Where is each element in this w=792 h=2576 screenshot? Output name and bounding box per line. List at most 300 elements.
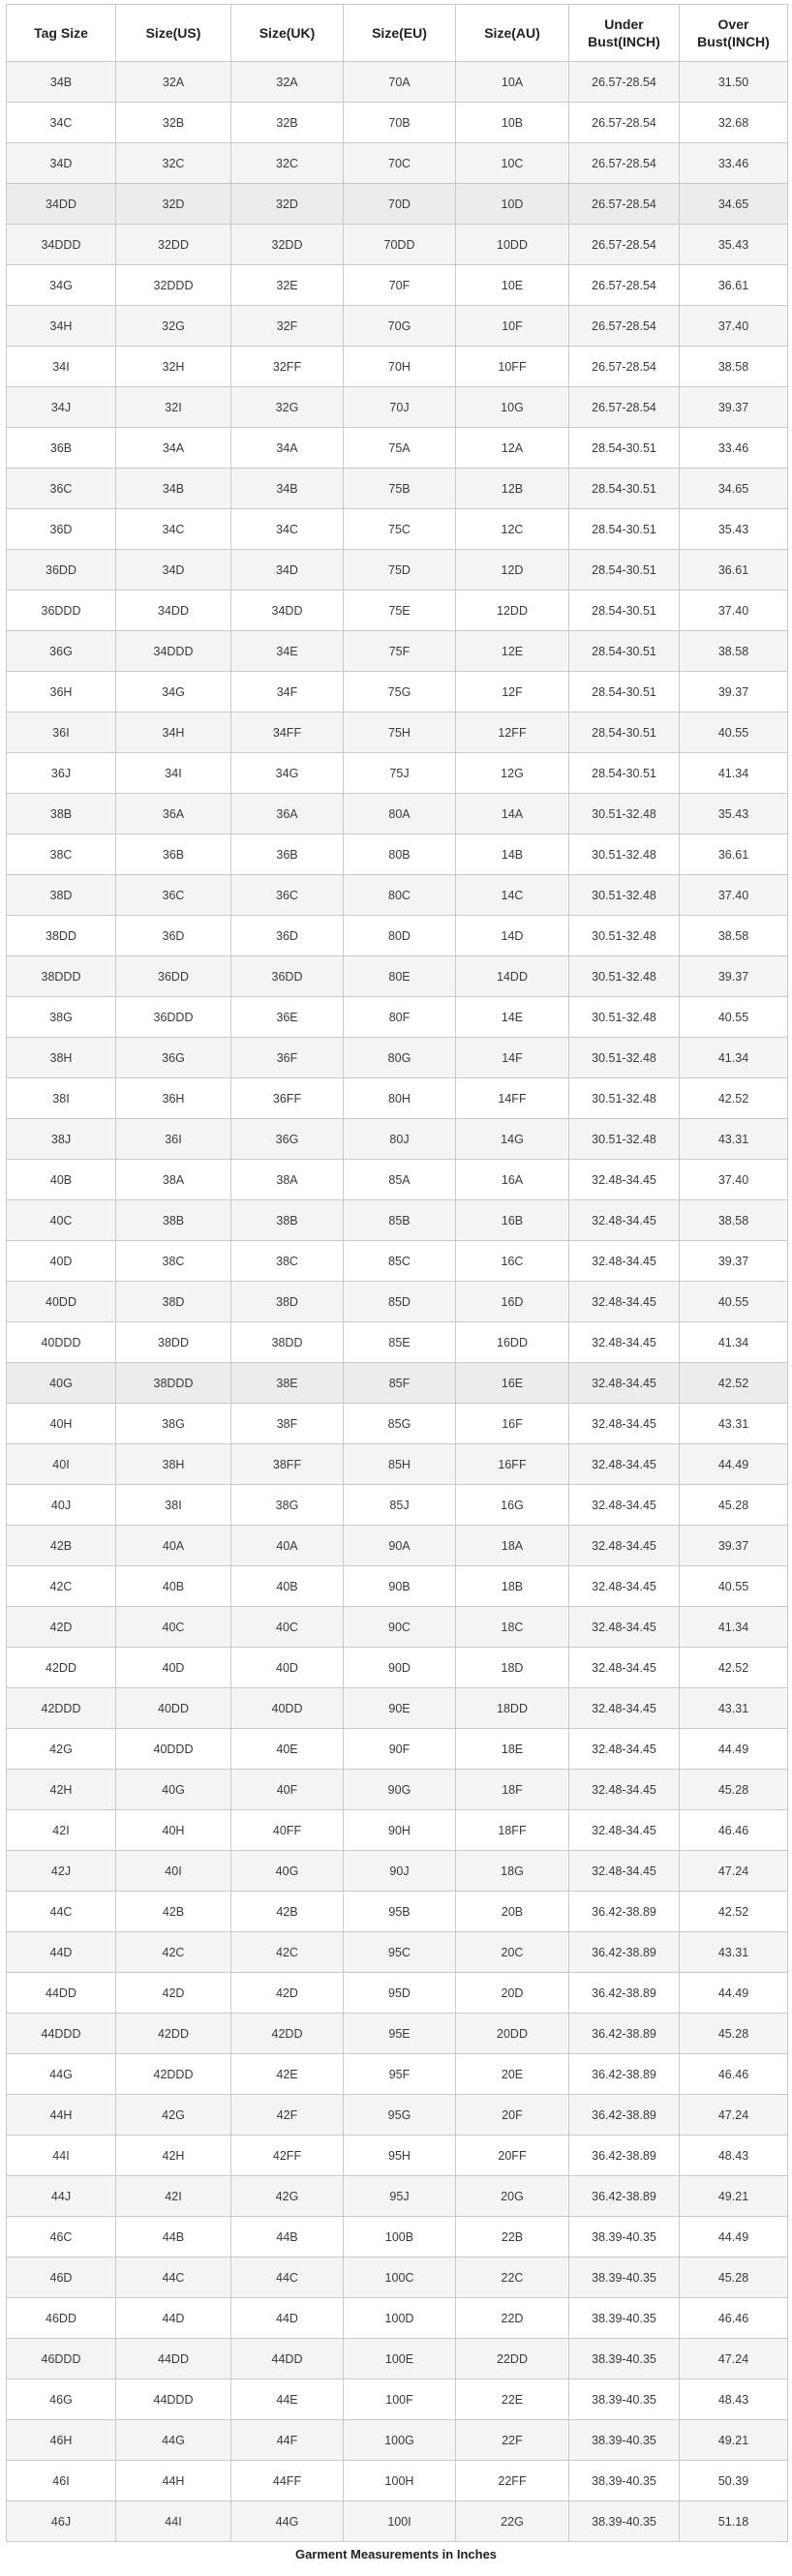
under-bust-cell: 28.54-30.51: [569, 428, 680, 469]
size-au-cell: 14G: [456, 1119, 569, 1160]
over-bust-cell: 48.43: [680, 2136, 788, 2176]
table-row: [7, 794, 788, 834]
over-bust-cell: 36.61: [680, 834, 788, 875]
column-header-size-au: Size(AU): [456, 5, 569, 62]
size-us-cell: 34DD: [116, 591, 231, 631]
tag-size-cell: 40D: [7, 1241, 116, 1282]
table-row: [7, 2136, 788, 2176]
tag-size-cell: 44DD: [7, 1973, 116, 2014]
under-bust-cell: 32.48-34.45: [569, 1851, 680, 1892]
over-bust-cell: 49.21: [680, 2420, 788, 2461]
size-au-cell: 22E: [456, 2379, 569, 2420]
table-row: [7, 428, 788, 469]
size-us-cell: 38D: [116, 1282, 231, 1322]
over-bust-cell: 41.34: [680, 1038, 788, 1078]
size-uk-cell: 38A: [231, 1160, 344, 1200]
size-eu-cell: 80F: [344, 997, 456, 1038]
size-us-cell: 40G: [116, 1770, 231, 1810]
size-us-cell: 40H: [116, 1810, 231, 1851]
table-row: [7, 631, 788, 672]
size-us-cell: 36DDD: [116, 997, 231, 1038]
size-eu-cell: 80C: [344, 875, 456, 916]
under-bust-cell: 32.48-34.45: [569, 1241, 680, 1282]
size-au-cell: 10F: [456, 306, 569, 347]
tag-size-cell: 46D: [7, 2258, 116, 2298]
size-us-cell: 42DD: [116, 2014, 231, 2054]
size-uk-cell: 42DD: [231, 2014, 344, 2054]
size-us-cell: 38C: [116, 1241, 231, 1282]
size-au-cell: 16C: [456, 1241, 569, 1282]
tag-size-cell: 44I: [7, 2136, 116, 2176]
size-au-cell: 22F: [456, 2420, 569, 2461]
tag-size-cell: 36DD: [7, 550, 116, 591]
size-eu-cell: 75A: [344, 428, 456, 469]
size-us-cell: 42I: [116, 2176, 231, 2217]
size-eu-cell: 85A: [344, 1160, 456, 1200]
size-us-cell: 42G: [116, 2095, 231, 2136]
size-us-cell: 38B: [116, 1200, 231, 1241]
under-bust-cell: 32.48-34.45: [569, 1282, 680, 1322]
column-header-over-bust: Over Bust(INCH): [680, 5, 788, 62]
table-row: [7, 875, 788, 916]
size-au-cell: 12C: [456, 509, 569, 550]
over-bust-cell: 35.43: [680, 509, 788, 550]
tag-size-cell: 40DDD: [7, 1322, 116, 1363]
size-eu-cell: 85B: [344, 1200, 456, 1241]
table-row: [7, 753, 788, 794]
size-table: [6, 4, 788, 2542]
tag-size-cell: 34I: [7, 347, 116, 387]
tag-size-cell: 40H: [7, 1404, 116, 1444]
table-body: [7, 62, 788, 2542]
size-au-cell: 22C: [456, 2258, 569, 2298]
table-row: [7, 1932, 788, 1973]
size-au-cell: 18A: [456, 1526, 569, 1566]
size-au-cell: 20C: [456, 1932, 569, 1973]
size-eu-cell: 100H: [344, 2461, 456, 2501]
size-eu-cell: 95G: [344, 2095, 456, 2136]
size-au-cell: 14C: [456, 875, 569, 916]
size-us-cell: 34DDD: [116, 631, 231, 672]
tag-size-cell: 34C: [7, 103, 116, 143]
size-eu-cell: 100B: [344, 2217, 456, 2258]
size-us-cell: 32DD: [116, 225, 231, 265]
over-bust-cell: 37.40: [680, 875, 788, 916]
size-eu-cell: 70D: [344, 184, 456, 225]
table-row: [7, 997, 788, 1038]
size-au-cell: 16G: [456, 1485, 569, 1526]
tag-size-cell: 46DDD: [7, 2339, 116, 2379]
tag-size-cell: 46H: [7, 2420, 116, 2461]
size-eu-cell: 90F: [344, 1729, 456, 1770]
tag-size-cell: 36D: [7, 509, 116, 550]
size-au-cell: 22FF: [456, 2461, 569, 2501]
size-uk-cell: 36A: [231, 794, 344, 834]
size-au-cell: 22B: [456, 2217, 569, 2258]
size-uk-cell: 34FF: [231, 712, 344, 753]
size-us-cell: 34A: [116, 428, 231, 469]
over-bust-cell: 39.37: [680, 1526, 788, 1566]
over-bust-cell: 41.34: [680, 1322, 788, 1363]
table-row: [7, 2461, 788, 2501]
size-au-cell: 10G: [456, 387, 569, 428]
over-bust-cell: 42.52: [680, 1648, 788, 1688]
table-row: [7, 2298, 788, 2339]
under-bust-cell: 38.39-40.35: [569, 2339, 680, 2379]
under-bust-cell: 32.48-34.45: [569, 1648, 680, 1688]
size-uk-cell: 36D: [231, 916, 344, 956]
size-uk-cell: 36E: [231, 997, 344, 1038]
under-bust-cell: 32.48-34.45: [569, 1810, 680, 1851]
table-row: [7, 2501, 788, 2542]
size-eu-cell: 100F: [344, 2379, 456, 2420]
table-row: [7, 1607, 788, 1648]
size-uk-cell: 42G: [231, 2176, 344, 2217]
table-row: [7, 103, 788, 143]
size-us-cell: 32D: [116, 184, 231, 225]
size-us-cell: 32H: [116, 347, 231, 387]
size-au-cell: 16DD: [456, 1322, 569, 1363]
size-au-cell: 20D: [456, 1973, 569, 2014]
table-row: [7, 1119, 788, 1160]
size-uk-cell: 38C: [231, 1241, 344, 1282]
table-row: [7, 1485, 788, 1526]
size-uk-cell: 32FF: [231, 347, 344, 387]
size-uk-cell: 40FF: [231, 1810, 344, 1851]
size-us-cell: 44D: [116, 2298, 231, 2339]
size-uk-cell: 34DD: [231, 591, 344, 631]
tag-size-cell: 46DD: [7, 2298, 116, 2339]
table-row: [7, 1160, 788, 1200]
size-us-cell: 38DD: [116, 1322, 231, 1363]
tag-size-cell: 34DDD: [7, 225, 116, 265]
size-us-cell: 42B: [116, 1892, 231, 1932]
over-bust-cell: 46.46: [680, 1810, 788, 1851]
tag-size-cell: 38H: [7, 1038, 116, 1078]
size-au-cell: 16D: [456, 1282, 569, 1322]
table-row: [7, 1241, 788, 1282]
tag-size-cell: 40C: [7, 1200, 116, 1241]
over-bust-cell: 36.61: [680, 550, 788, 591]
size-uk-cell: 32F: [231, 306, 344, 347]
table-row: [7, 1688, 788, 1729]
size-us-cell: 44DDD: [116, 2379, 231, 2420]
size-eu-cell: 85D: [344, 1282, 456, 1322]
tag-size-cell: 38B: [7, 794, 116, 834]
size-uk-cell: 32D: [231, 184, 344, 225]
size-us-cell: 36I: [116, 1119, 231, 1160]
over-bust-cell: 37.40: [680, 591, 788, 631]
under-bust-cell: 38.39-40.35: [569, 2461, 680, 2501]
size-au-cell: 16A: [456, 1160, 569, 1200]
size-uk-cell: 40E: [231, 1729, 344, 1770]
size-uk-cell: 32C: [231, 143, 344, 184]
under-bust-cell: 26.57-28.54: [569, 62, 680, 103]
size-au-cell: 18C: [456, 1607, 569, 1648]
tag-size-cell: 38DD: [7, 916, 116, 956]
under-bust-cell: 36.42-38.89: [569, 2095, 680, 2136]
table-row: [7, 2339, 788, 2379]
tag-size-cell: 44G: [7, 2054, 116, 2095]
under-bust-cell: 32.48-34.45: [569, 1607, 680, 1648]
tag-size-cell: 42DD: [7, 1648, 116, 1688]
size-us-cell: 34G: [116, 672, 231, 712]
size-eu-cell: 85G: [344, 1404, 456, 1444]
tag-size-cell: 42DDD: [7, 1688, 116, 1729]
under-bust-cell: 32.48-34.45: [569, 1444, 680, 1485]
size-uk-cell: 38D: [231, 1282, 344, 1322]
over-bust-cell: 38.58: [680, 631, 788, 672]
table-row: [7, 1729, 788, 1770]
size-uk-cell: 42FF: [231, 2136, 344, 2176]
size-au-cell: 16F: [456, 1404, 569, 1444]
over-bust-cell: 45.28: [680, 1485, 788, 1526]
size-eu-cell: 90B: [344, 1566, 456, 1607]
tag-size-cell: 42J: [7, 1851, 116, 1892]
under-bust-cell: 38.39-40.35: [569, 2298, 680, 2339]
tag-size-cell: 36DDD: [7, 591, 116, 631]
size-eu-cell: 90G: [344, 1770, 456, 1810]
size-eu-cell: 85E: [344, 1322, 456, 1363]
table-row: [7, 1648, 788, 1688]
size-us-cell: 44I: [116, 2501, 231, 2542]
size-au-cell: 14A: [456, 794, 569, 834]
tag-size-cell: 42H: [7, 1770, 116, 1810]
size-uk-cell: 38F: [231, 1404, 344, 1444]
size-au-cell: 12E: [456, 631, 569, 672]
size-eu-cell: 80G: [344, 1038, 456, 1078]
size-au-cell: 12F: [456, 672, 569, 712]
size-us-cell: 40B: [116, 1566, 231, 1607]
over-bust-cell: 42.52: [680, 1892, 788, 1932]
under-bust-cell: 38.39-40.35: [569, 2420, 680, 2461]
column-header-under-bust: Under Bust(INCH): [569, 5, 680, 62]
size-au-cell: 18DD: [456, 1688, 569, 1729]
size-uk-cell: 38G: [231, 1485, 344, 1526]
over-bust-cell: 45.28: [680, 1770, 788, 1810]
table-row: [7, 1444, 788, 1485]
size-uk-cell: 42D: [231, 1973, 344, 2014]
size-eu-cell: 75E: [344, 591, 456, 631]
size-uk-cell: 34F: [231, 672, 344, 712]
under-bust-cell: 38.39-40.35: [569, 2258, 680, 2298]
size-eu-cell: 70DD: [344, 225, 456, 265]
table-row: [7, 2258, 788, 2298]
size-au-cell: 18E: [456, 1729, 569, 1770]
tag-size-cell: 44DDD: [7, 2014, 116, 2054]
tag-size-cell: 40DD: [7, 1282, 116, 1322]
over-bust-cell: 44.49: [680, 1973, 788, 2014]
under-bust-cell: 36.42-38.89: [569, 1973, 680, 2014]
under-bust-cell: 36.42-38.89: [569, 1932, 680, 1973]
table-row: [7, 2217, 788, 2258]
tag-size-cell: 40J: [7, 1485, 116, 1526]
size-uk-cell: 44DD: [231, 2339, 344, 2379]
size-eu-cell: 90A: [344, 1526, 456, 1566]
over-bust-cell: 46.46: [680, 2298, 788, 2339]
table-row: [7, 509, 788, 550]
under-bust-cell: 28.54-30.51: [569, 672, 680, 712]
over-bust-cell: 43.31: [680, 1404, 788, 1444]
size-us-cell: 36H: [116, 1078, 231, 1119]
size-au-cell: 12DD: [456, 591, 569, 631]
under-bust-cell: 30.51-32.48: [569, 1119, 680, 1160]
under-bust-cell: 26.57-28.54: [569, 103, 680, 143]
size-eu-cell: 70A: [344, 62, 456, 103]
size-eu-cell: 100C: [344, 2258, 456, 2298]
tag-size-cell: 42C: [7, 1566, 116, 1607]
tag-size-cell: 34G: [7, 265, 116, 306]
tag-size-cell: 40I: [7, 1444, 116, 1485]
size-uk-cell: 44F: [231, 2420, 344, 2461]
size-uk-cell: 32G: [231, 387, 344, 428]
over-bust-cell: 36.61: [680, 265, 788, 306]
over-bust-cell: 38.58: [680, 916, 788, 956]
size-uk-cell: 40C: [231, 1607, 344, 1648]
tag-size-cell: 46J: [7, 2501, 116, 2542]
size-us-cell: 36B: [116, 834, 231, 875]
size-eu-cell: 70C: [344, 143, 456, 184]
over-bust-cell: 34.65: [680, 184, 788, 225]
over-bust-cell: 49.21: [680, 2176, 788, 2217]
tag-size-cell: 38D: [7, 875, 116, 916]
tag-size-cell: 34DD: [7, 184, 116, 225]
size-eu-cell: 100D: [344, 2298, 456, 2339]
tag-size-cell: 38C: [7, 834, 116, 875]
table-row: [7, 1322, 788, 1363]
size-uk-cell: 40DD: [231, 1688, 344, 1729]
size-au-cell: 16B: [456, 1200, 569, 1241]
size-uk-cell: 44G: [231, 2501, 344, 2542]
size-us-cell: 32DDD: [116, 265, 231, 306]
size-eu-cell: 95C: [344, 1932, 456, 1973]
over-bust-cell: 44.49: [680, 2217, 788, 2258]
size-eu-cell: 90C: [344, 1607, 456, 1648]
table-row: [7, 2176, 788, 2217]
under-bust-cell: 32.48-34.45: [569, 1200, 680, 1241]
tag-size-cell: 36I: [7, 712, 116, 753]
size-eu-cell: 70H: [344, 347, 456, 387]
size-uk-cell: 36B: [231, 834, 344, 875]
size-au-cell: 22DD: [456, 2339, 569, 2379]
tag-size-cell: 36B: [7, 428, 116, 469]
size-au-cell: 22G: [456, 2501, 569, 2542]
size-us-cell: 40DD: [116, 1688, 231, 1729]
under-bust-cell: 26.57-28.54: [569, 265, 680, 306]
size-uk-cell: 42C: [231, 1932, 344, 1973]
under-bust-cell: 36.42-38.89: [569, 2014, 680, 2054]
size-eu-cell: 100E: [344, 2339, 456, 2379]
under-bust-cell: 26.57-28.54: [569, 387, 680, 428]
tag-size-cell: 36C: [7, 469, 116, 509]
size-us-cell: 36D: [116, 916, 231, 956]
under-bust-cell: 30.51-32.48: [569, 834, 680, 875]
over-bust-cell: 38.58: [680, 1200, 788, 1241]
table-row: [7, 387, 788, 428]
size-eu-cell: 80A: [344, 794, 456, 834]
under-bust-cell: 32.48-34.45: [569, 1363, 680, 1404]
size-eu-cell: 75H: [344, 712, 456, 753]
over-bust-cell: 40.55: [680, 1282, 788, 1322]
size-uk-cell: 42E: [231, 2054, 344, 2095]
size-us-cell: 40A: [116, 1526, 231, 1566]
tag-size-cell: 42D: [7, 1607, 116, 1648]
tag-size-cell: 38J: [7, 1119, 116, 1160]
over-bust-cell: 37.40: [680, 1160, 788, 1200]
tag-size-cell: 34H: [7, 306, 116, 347]
table-row: [7, 1038, 788, 1078]
size-au-cell: 14E: [456, 997, 569, 1038]
size-us-cell: 44C: [116, 2258, 231, 2298]
table-row: [7, 2379, 788, 2420]
size-chart: [6, 4, 787, 2542]
size-uk-cell: 44C: [231, 2258, 344, 2298]
size-eu-cell: 85J: [344, 1485, 456, 1526]
over-bust-cell: 37.40: [680, 306, 788, 347]
tag-size-cell: 44C: [7, 1892, 116, 1932]
under-bust-cell: 26.57-28.54: [569, 347, 680, 387]
over-bust-cell: 40.55: [680, 1566, 788, 1607]
table-row: [7, 672, 788, 712]
under-bust-cell: 36.42-38.89: [569, 2054, 680, 2095]
over-bust-cell: 46.46: [680, 2054, 788, 2095]
size-eu-cell: 95J: [344, 2176, 456, 2217]
table-row: [7, 184, 788, 225]
tag-size-cell: 34D: [7, 143, 116, 184]
over-bust-cell: 35.43: [680, 794, 788, 834]
over-bust-cell: 38.58: [680, 347, 788, 387]
tag-size-cell: 46G: [7, 2379, 116, 2420]
size-uk-cell: 40A: [231, 1526, 344, 1566]
table-row: [7, 306, 788, 347]
column-header-tag-size: Tag Size: [7, 5, 116, 62]
table-row: [7, 2095, 788, 2136]
size-us-cell: 38DDD: [116, 1363, 231, 1404]
under-bust-cell: 28.54-30.51: [569, 469, 680, 509]
size-eu-cell: 85H: [344, 1444, 456, 1485]
size-uk-cell: 40F: [231, 1770, 344, 1810]
size-eu-cell: 80E: [344, 956, 456, 997]
size-us-cell: 42D: [116, 1973, 231, 2014]
size-eu-cell: 85F: [344, 1363, 456, 1404]
size-uk-cell: 34G: [231, 753, 344, 794]
table-row: [7, 550, 788, 591]
size-eu-cell: 80H: [344, 1078, 456, 1119]
size-eu-cell: 90H: [344, 1810, 456, 1851]
size-eu-cell: 95D: [344, 1973, 456, 2014]
over-bust-cell: 33.46: [680, 428, 788, 469]
table-row: [7, 2014, 788, 2054]
size-au-cell: 12FF: [456, 712, 569, 753]
tag-size-cell: 34J: [7, 387, 116, 428]
over-bust-cell: 33.46: [680, 143, 788, 184]
size-eu-cell: 75B: [344, 469, 456, 509]
table-row: [7, 265, 788, 306]
size-eu-cell: 80D: [344, 916, 456, 956]
size-uk-cell: 36G: [231, 1119, 344, 1160]
under-bust-cell: 28.54-30.51: [569, 550, 680, 591]
over-bust-cell: 45.28: [680, 2258, 788, 2298]
under-bust-cell: 32.48-34.45: [569, 1729, 680, 1770]
size-us-cell: 34H: [116, 712, 231, 753]
over-bust-cell: 32.68: [680, 103, 788, 143]
table-row: [7, 2054, 788, 2095]
size-au-cell: 16FF: [456, 1444, 569, 1485]
size-au-cell: 20DD: [456, 2014, 569, 2054]
size-eu-cell: 70G: [344, 306, 456, 347]
size-us-cell: 36G: [116, 1038, 231, 1078]
table-row: [7, 916, 788, 956]
